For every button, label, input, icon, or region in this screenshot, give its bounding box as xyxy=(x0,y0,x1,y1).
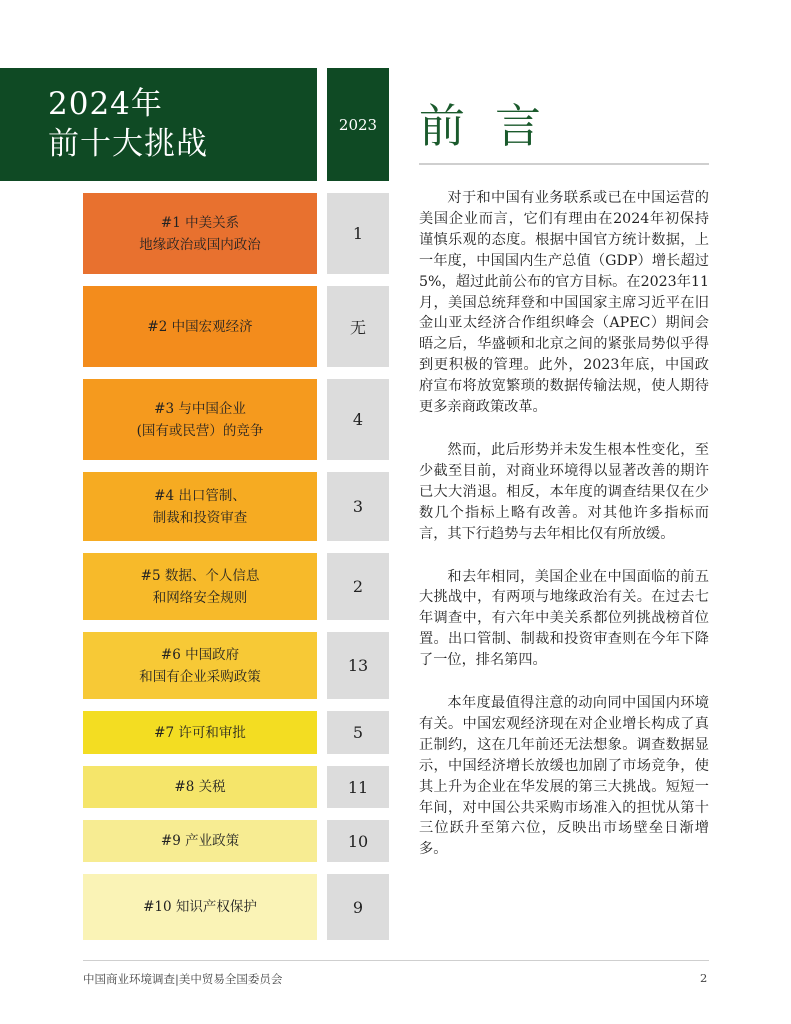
header-title-line1: 2024年 xyxy=(48,86,163,122)
challenge-label: #8 关税 xyxy=(174,779,226,795)
title-divider xyxy=(419,163,709,165)
preface-paragraph: 对于和中国有业务联系或已在中国运营的美国企业而言，它们有理由在2024年初保持谨慎乐观的态度。根据中国官方统计数据，上一年度，中国国内生产总值（GDP）增长超过5%，超过此前公布的官方目标。在2023年11月，美国总统拜登和中国国家主席习近平在旧金山亚太经济合作组织峰会（APEC）期间会晤之后，华盛顿和北京之间的紧张局势似乎得到更积极的管理。此外，2023年底，中国政府宣布将放宽繁琐的数据传输法规，使人期待更多亲商政策改革。 xyxy=(419,190,709,416)
challenge-label: #1 中美关系 xyxy=(160,214,240,231)
previous-rank: 9 xyxy=(327,874,389,940)
preface-title: 前言 xyxy=(419,99,571,153)
challenge-cell xyxy=(83,820,317,862)
challenge-cell xyxy=(83,286,317,367)
challenge-cell xyxy=(83,193,317,274)
previous-rank: 无 xyxy=(327,286,389,367)
challenge-label: #4 出口管制、 xyxy=(154,487,246,504)
challenge-label: #10 知识产权保护 xyxy=(143,899,257,915)
challenge-cell xyxy=(83,711,317,754)
previous-rank: 10 xyxy=(327,820,389,862)
challenge-cell xyxy=(83,874,317,940)
previous-year-header: 2023 xyxy=(327,68,389,181)
previous-rank: 5 xyxy=(327,711,389,754)
previous-rank: 3 xyxy=(327,472,389,541)
challenge-label: 和网络安全规则 xyxy=(152,589,248,606)
top-challenges-header xyxy=(0,68,317,181)
previous-rank: 13 xyxy=(327,632,389,699)
page-number: 2 xyxy=(700,971,708,985)
previous-rank: 11 xyxy=(327,766,389,808)
challenge-cell xyxy=(83,379,317,460)
previous-rank: 4 xyxy=(327,379,389,460)
previous-rank: 1 xyxy=(327,193,389,274)
preface-paragraph: 本年度最值得注意的动向同中国国内环境有关。中国宏观经济现在对企业增长构成了真正制约，这在几年前还无法想象。调查数据显示，中国经济增长放缓也加剧了市场竞争，使其上升为企业在华发展的第三大挑战。短短一年间，对中国公共采购市场准入的担忧从第十三位跃升至第六位，反映出市场壁垒日渐增多。 xyxy=(419,695,709,858)
challenge-label: #6 中国政府 xyxy=(160,646,240,663)
challenge-label: 地缘政治或国内政治 xyxy=(139,236,261,253)
challenge-cell xyxy=(83,472,317,541)
footer-text: 中国商业环境调查|美中贸易全国委员会 xyxy=(83,972,283,986)
preface-paragraph: 和去年相同，美国企业在中国面临的前五大挑战中，有两项与地缘政治有关。在过去七年调查中，有六年中美关系都位列挑战榜首位置。出口管制、制裁和投资审查则在今年下降了一位，排名第四。 xyxy=(419,568,709,669)
challenge-cell xyxy=(83,553,317,620)
challenge-label: #5 数据、个人信息 xyxy=(140,567,260,584)
challenge-label: (国有或民营）的竞争 xyxy=(136,422,264,439)
previous-rank: 2 xyxy=(327,553,389,620)
challenge-label: #3 与中国企业 xyxy=(154,400,246,417)
challenge-label: 制裁和投资审查 xyxy=(152,509,248,526)
challenge-label: #9 产业政策 xyxy=(160,833,240,849)
preface-body xyxy=(419,188,709,882)
challenge-label: #7 许可和审批 xyxy=(154,724,246,741)
challenge-label: #2 中国宏观经济 xyxy=(147,318,253,335)
footer-divider xyxy=(83,960,709,961)
challenge-cell xyxy=(83,766,317,808)
challenge-cell xyxy=(83,632,317,699)
preface-paragraph: 然而，此后形势并未发生根本性变化，至少截至目前，对商业环境得以显著改善的期许已大大消退。相反，本年度的调查结果仅在少数几个指标上略有改善。对其他许多指标而言，其下行趋势与去年相比仅有所放缓。 xyxy=(419,441,709,542)
header-title-line2: 前十大挑战 xyxy=(48,126,208,162)
challenge-label: 和国有企业采购政策 xyxy=(139,668,261,685)
